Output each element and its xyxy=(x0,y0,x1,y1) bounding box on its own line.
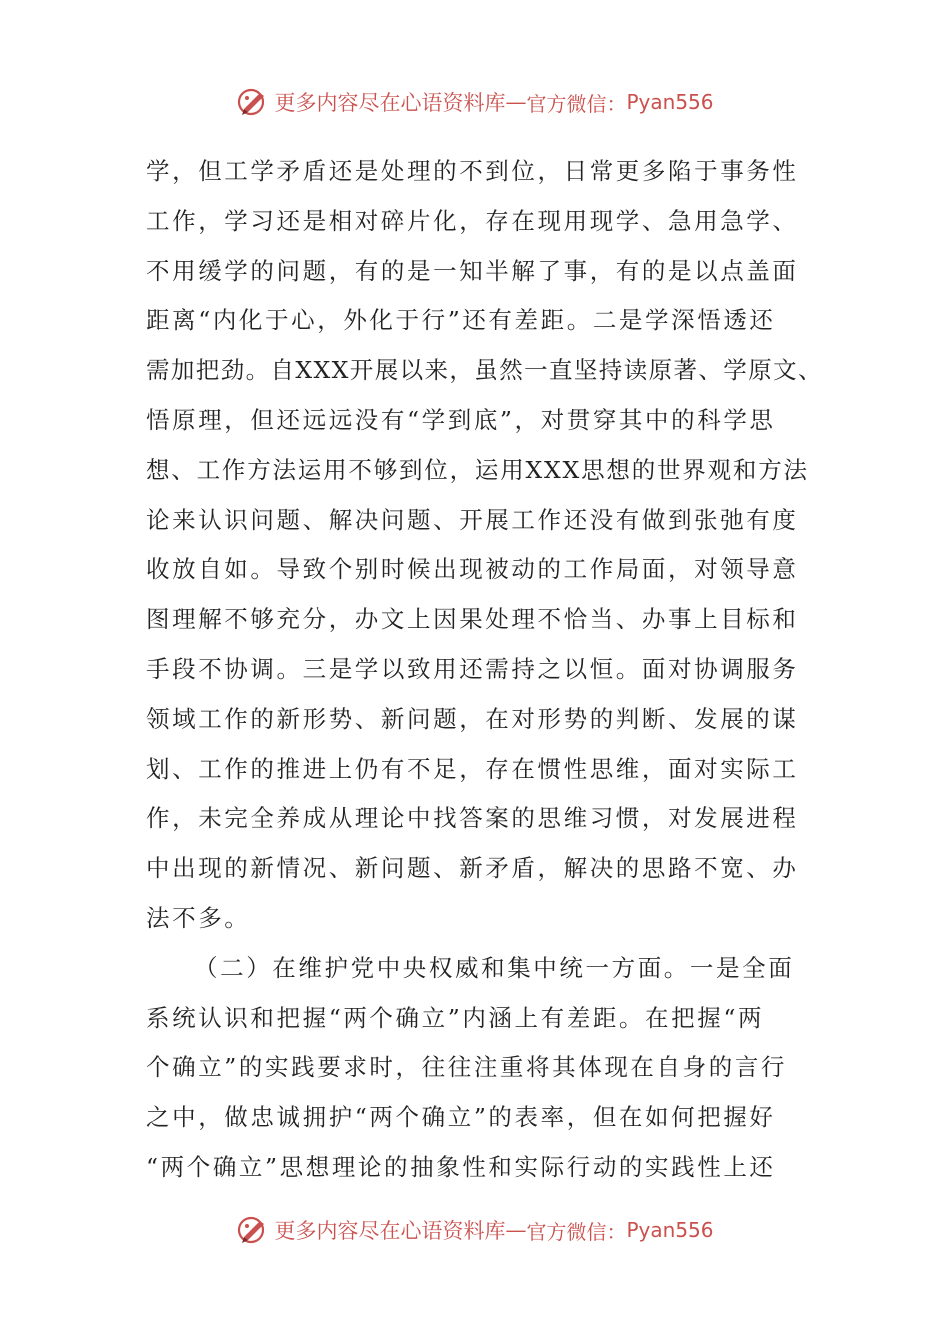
text-line: 之中，做忠诚拥护“两个确立”的表率，但在如何把握好 xyxy=(146,1103,776,1132)
text-line: 不用缓学的问题，有的是一知半解了事，有的是以点盖面 xyxy=(146,256,799,285)
text-line: 法不多。 xyxy=(146,903,251,932)
text-line: 收放自如。导致个别时候出现被动的工作局面，对领导意 xyxy=(146,555,799,584)
text-line: 悟原理，但还远远没有“学到底”，对贯穿其中的科学思 xyxy=(146,405,776,434)
banner-dash: — xyxy=(505,1218,527,1242)
text-line: 划、工作的推进上仍有不足，存在惯性思维，面对实际工 xyxy=(146,754,799,783)
text-line: 手段不协调。三是学以致用还需持之以恒。面对协调服务 xyxy=(146,654,799,683)
text-line: 论来认识问题、解决问题、开展工作还没有做到张弛有度 xyxy=(146,505,799,534)
wechat-id: Pyan556 xyxy=(626,1218,714,1242)
text-line: 系统认识和把握“两个确立”内涵上有差距。在把握“两 xyxy=(146,1003,765,1032)
header-banner xyxy=(0,82,950,122)
banner-dash: — xyxy=(505,90,527,114)
text-line: 学，但工学矛盾还是处理的不到位，日常更多陷于事务性 xyxy=(146,157,799,185)
pen-logo-icon xyxy=(236,85,270,119)
document-body xyxy=(146,147,823,1193)
text-line: 领域工作的新形势、新问题，在对形势的判断、发展的谋 xyxy=(146,704,799,733)
text-line: 个确立”的实践要求时，往往注重将其体现在自身的言行 xyxy=(146,1053,788,1082)
wechat-id: Pyan556 xyxy=(626,90,714,114)
text-line: 图理解不够充分，办文上因果处理不恰当、办事上目标和 xyxy=(146,605,799,634)
footer-banner xyxy=(0,1210,950,1250)
text-line: “两个确立”思想理论的抽象性和实际行动的实践性上还 xyxy=(146,1152,776,1181)
banner-title: 更多内容尽在心语资料库 xyxy=(274,1219,506,1243)
text-line: 中出现的新情况、新问题、新矛盾，解决的思路不宽、办 xyxy=(146,854,799,883)
text-line: 工作，学习还是相对碎片化，存在现用现学、急用急学、 xyxy=(146,206,799,235)
banner-title: 更多内容尽在心语资料库 xyxy=(274,91,506,115)
text-line: 需加把劲。自XXX开展以来，虽然一直坚持读原著、学原文、 xyxy=(146,356,823,385)
section-heading-line: （二）在维护党中央权威和集中统一方面。一是全面 xyxy=(194,953,795,982)
pen-logo-icon xyxy=(236,1213,270,1247)
banner-label: 官方微信： xyxy=(526,1219,627,1244)
text-line: 想、工作方法运用不够到位，运用XXX思想的世界观和方法 xyxy=(146,455,809,484)
text-line: 作，未完全养成从理论中找答案的思维习惯，对发展进程 xyxy=(146,804,799,833)
banner-label: 官方微信： xyxy=(526,91,627,116)
text-line: 距离“内化于心，外化于行”还有差距。二是学深悟透还 xyxy=(146,306,776,335)
